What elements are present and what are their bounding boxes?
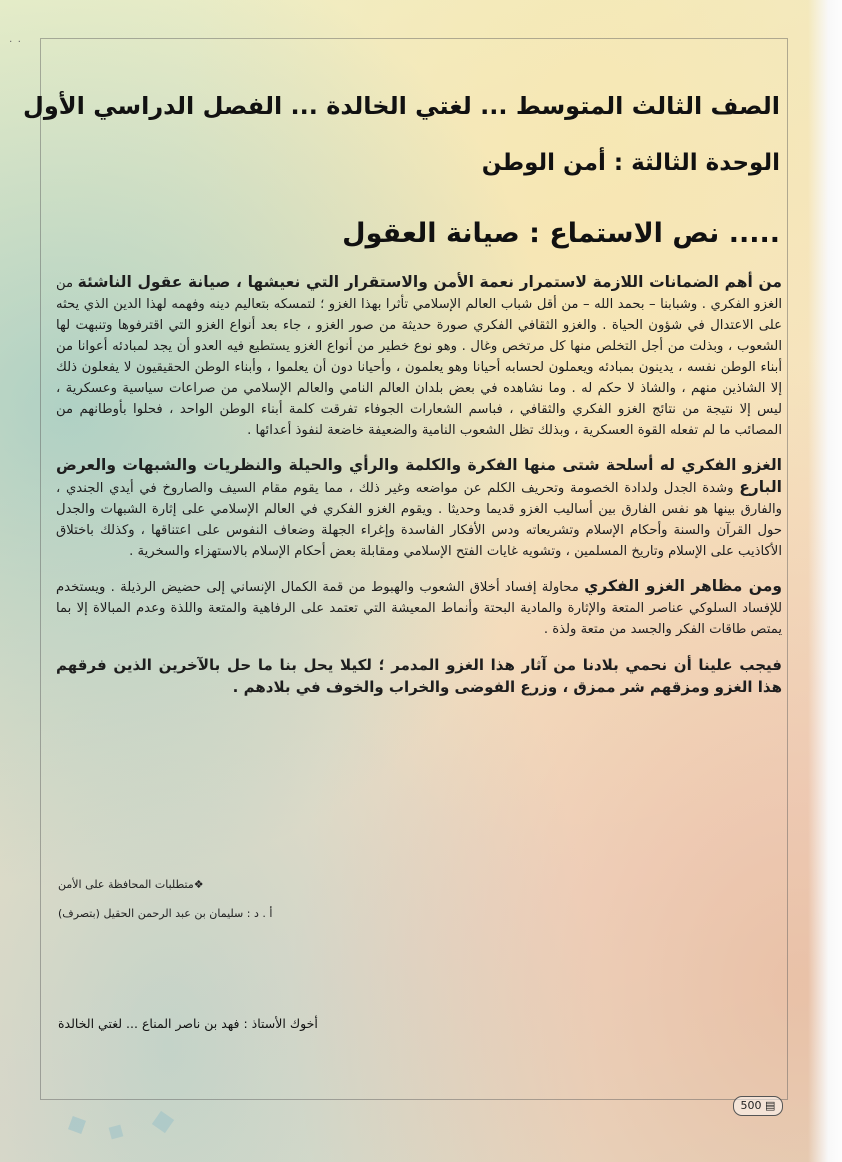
book-icon: ▤: [765, 1099, 776, 1112]
corner-mark: ٠ ٠: [8, 36, 22, 47]
paragraph-body: وشدة الجدل ولدادة الخصومة وتحريف الكلم عن مواضعه وغير ذلك ، مما يقوم مقام السيف والصاروخ في أيدي الجندي ، والفارق بينها هو نفس الفارق بين أساليب الغزو قديما وحديثا . ويقوم الغزو الفكري في العالم الإسلامي على إثارة الشبهات والجدل حول القرآن والسنة وأحكام الإسلام وتشريعاته ودس الأفكار الفاسدة وإغراء الجهلة وضعاف النفوس على اعتناقها ، وكذلك باختلاق الأكاذيب على الإسلام وتاريخ المسلمين ، وتشويه غايات الفتح الإسلامي ومقابلة بعض أحكام الإسلام بالاستهزاء والسخرية .: [56, 481, 782, 559]
paragraph-1: [56, 272, 782, 441]
page-number: 500: [740, 1099, 762, 1112]
header-title-line: ..... نص الاستماع : صيانة العقول: [342, 218, 780, 249]
paragraph-body: محاولة إفساد أخلاق الشعوب والهبوط من قمة الكمال الإنساني إلى حضيض الرذيلة . ويستخدم للإفساد السلوكي عناصر المتعة والإثارة والمادية البحتة وأنماط المعيشة التي تعتمد على الرفاهية والمتعة واللذة وعدم المبالاة إلا بما يمتص طاقات الفكر والجسد من متعة ولذة .: [56, 580, 782, 637]
source-citation: [58, 878, 272, 936]
paragraph-body: فيجب علينا أن نحمي بلادنا من آثار هذا الغزو المدمر ؛ لكيلا يحل بنا ما حل بالآخرين الذين فرقهم هذا الغزو ومزقهم شر ممزق ، وزرع الفوضى والخراب والخوف في بلادهم .: [56, 656, 782, 696]
source-author: أ . د : سليمان بن عبد الرحمن الحقيل (بتصرف): [58, 907, 273, 920]
page-edge-shade: [808, 0, 842, 1162]
paragraph-body: من الغزو الفكري . وشبابنا – بحمد الله – من أقل شباب العالم الإسلامي تأثرا بهذا الغزو ؛ لتمسكه بتعاليم دينه وفهمه لهذا الدين الذي يحثه على الاعتدال في شؤون الحياة . والغزو الثقافي الفكري صورة حديثة من صور الغزو ، جاء بعد أنواع الغزو التي اقترفوها وتنبهت لها الشعوب ، وبذلت من أجل التخلص منها كل مرتخص وغال . وهو نوع خطير من أنواع الغزو يستطيع فيه العدو أن يجد لمبادئه أعوانا من أبناء الوطن نفسه ، يدينون بمبادئه ويعملون لحسابه أحيانا وهو يعلمون ، وأحيانا دون أن يعلموا ، وأبناء الوطن الحقيقيون لا يفعلون ذلك إلا الشاذين منهم ، والشاذ لا حكم له . وما نشاهده في بعض بلدان العالم النامي والعالم الإسلامي من صراعات سياسية وعسكرية ، ليس إلا نتيجة من نتائج الغزو الفكري والثقافي ، فباسم الشعارات الجوفاء تفرقت كلمة أبناء الوطن الواحد ، فحلوا بأوطانهم من المصائب ما لم تفعله القوة العسكرية ، وبذلك تظل الشعوب النامية والضعيفة خاضعة لنفوذ أعدائها .: [56, 276, 782, 438]
body-text: [56, 272, 782, 712]
header-unit-line: الوحدة الثالثة : أمن الوطن: [481, 150, 780, 176]
decorative-cubes: [60, 1108, 200, 1148]
paragraph-4: [56, 654, 782, 698]
paragraph-lead: ومن مظاهر الغزو الفكري: [584, 577, 782, 595]
teacher-signature: أخوك الأستاذ : فهد بن ناصر المناع ... لغتي الخالدة: [58, 1016, 318, 1031]
header-grade-line: الصف الثالث المتوسط ... لغتي الخالدة ... الفصل الدراسي الأول: [23, 92, 780, 120]
page-number-badge: [733, 1096, 783, 1116]
paragraph-lead: الغزو الفكري له أسلحة شتى منها الفكرة والكلمة والرأي والحيلة والنظريات والشبهات والعرض البارع: [56, 456, 782, 496]
paragraph-3: [56, 576, 782, 640]
paragraph-2: [56, 455, 782, 562]
source-title: ❖متطلبات المحافظة على الأمن: [58, 878, 204, 891]
paragraph-lead: من أهم الضمانات اللازمة لاستمرار نعمة الأمن والاستقرار التي نعيشها ، صيانة عقول الناشئة: [77, 273, 782, 291]
